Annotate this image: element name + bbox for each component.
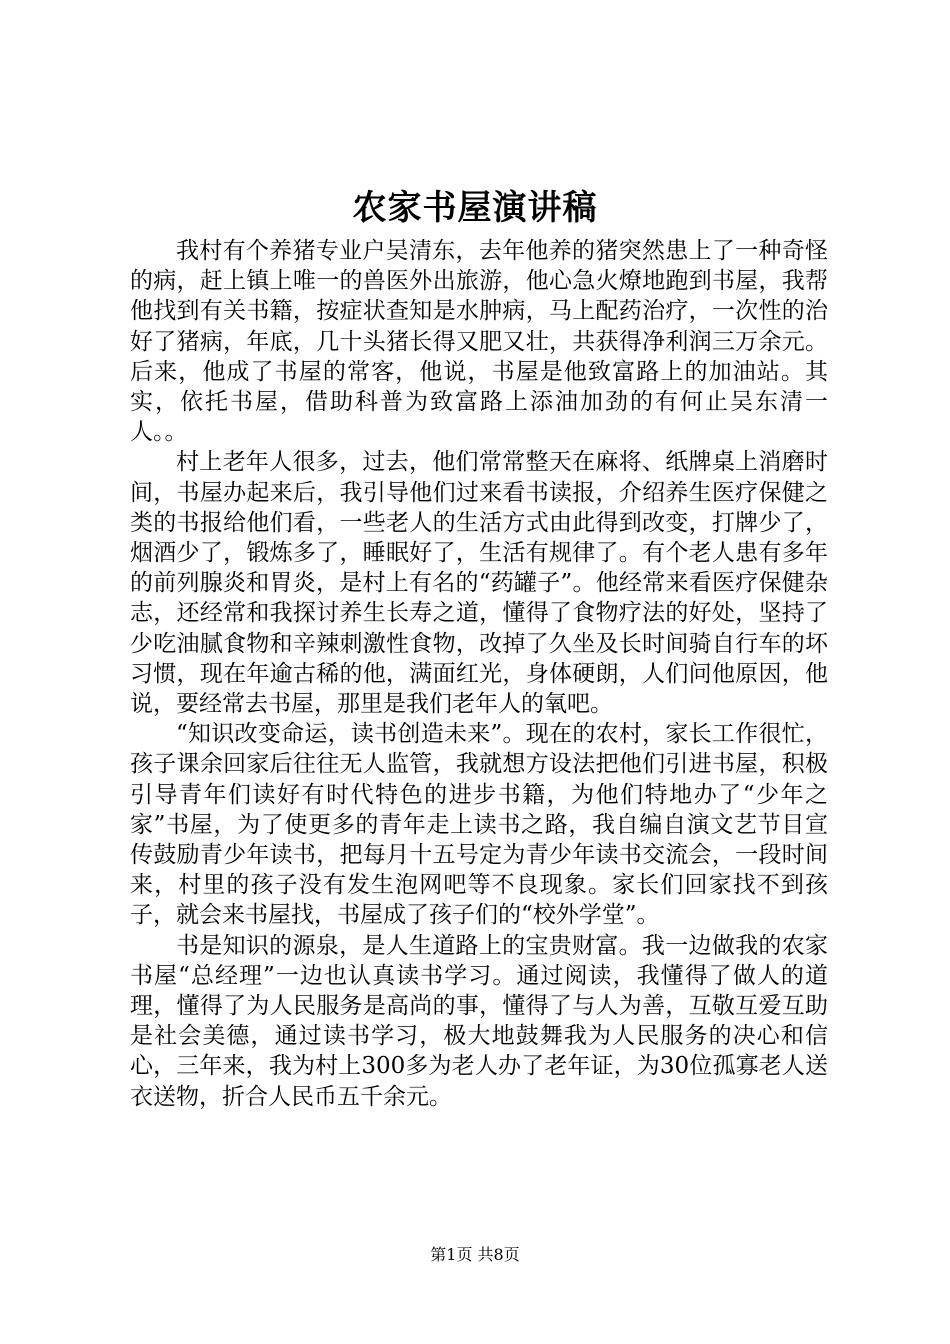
paragraph-1: 我村有个养猪专业户吴清东，去年他养的猪突然患上了一种奇怪的病，赶上镇上唯一的兽医外出旅游，他心急火燎地跑到书屋，我帮他找到有关书籍，按症状查知是水肿病，马上配药治疗，一次性的治好了猪病，年底，几十头猪长得又肥又壮，共获得净利润三万余元。后来，他成了书屋的常客，他说，书屋是他致富路上的加油站。其实，依托书屋，借助科普为致富路上添油加劲的有何止吴东清一人。。 (130, 238, 828, 446)
paragraph-2: 村上老年人很多，过去，他们常常整天在麻将、纸牌桌上消磨时间，书屋办起来后，我引导他们过来看书读报，介绍养生医疗保健之类的书报给他们看，一些老人的生活方式由此得到改变，打牌少了，烟酒少了，锻炼多了，睡眠好了，生活有规律了。有个老人患有多年的前列腺炎和胃炎，是村上有名的“药罐子”。他经常来看医疗保健杂志，还经常和我探讨养生长寿之道，懂得了食物疗法的好处，坚持了少吃油腻食物和辛辣刺激性食物，改掉了久坐及长时间骑自行车的坏习惯，现在年逾古稀的他，满面红光，身体硬朗，人们问他原因，他说，要经常去书屋，那里是我们老年人的氧吧。 (130, 449, 828, 718)
document-title: 农家书屋演讲稿 (352, 188, 598, 228)
document-body (130, 236, 828, 1112)
paragraph-4: 书是知识的源泉，是人生道路上的宝贵财富。我一边做我的农家书屋“总经理”一边也认真读书学习。通过阅读，我懂得了做人的道理，懂得了为人民服务是高尚的事，懂得了与人为善，互敬互爱互助是社会美德，通过读书学习，极大地鼓舞我为人民服务的决心和信心，三年来，我为村上300多为老人办了老年证，为30位孤寡老人送衣送物，折合人民币五千余元。 (130, 932, 828, 1110)
paragraph-3: “知识改变命运，读书创造未来”。现在的农村，家长工作很忙，孩子课余回家后往往无人监管，我就想方设法把他们引进书屋，积极引导青年们读好有时代特色的进步书籍，为他们特地办了“少年之家”书屋，为了使更多的青年走上读书之路，我自编自演文艺节目宣传鼓励青少年读书，把每月十五号定为青少年读书交流会，一段时间来，村里的孩子没有发生泡网吧等不良现象。家长们回家找不到孩子，就会来书屋找，书屋成了孩子们的“校外学堂”。 (130, 721, 828, 929)
page-number-footer: 第1页 共8页 (430, 1245, 520, 1264)
